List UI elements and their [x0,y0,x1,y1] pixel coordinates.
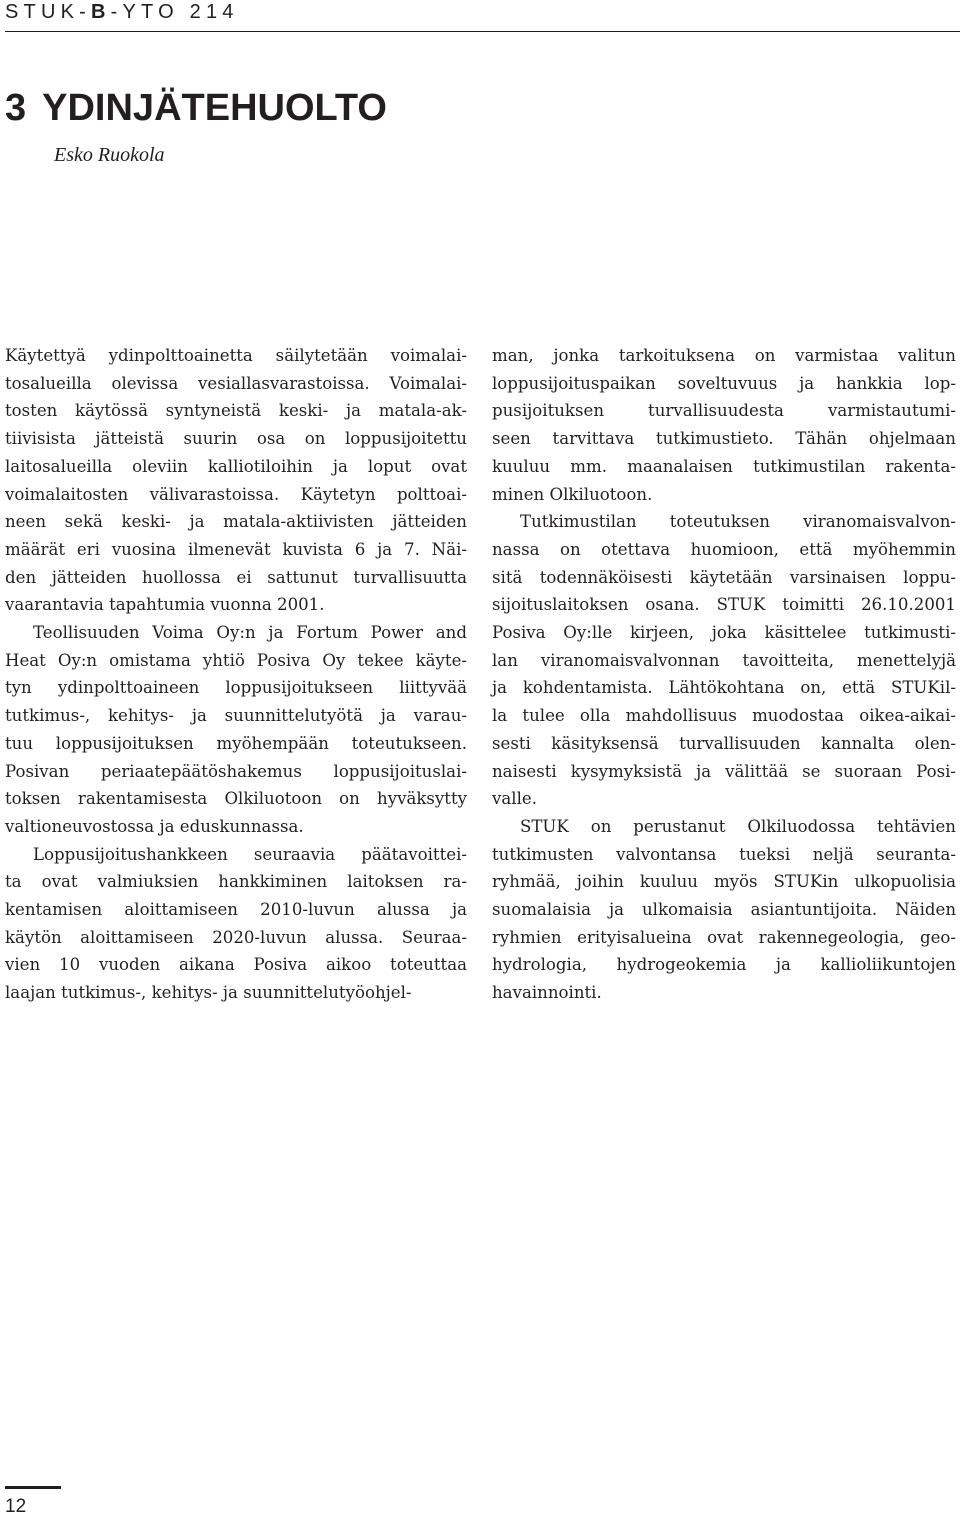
chapter-number: 3 [5,87,27,129]
paragraph-line: ryhmien erityisalueina ovat rakennegeologia, geo- [492,927,956,947]
body-paragraph [5,619,467,841]
paragraph-line: pusijoituksen turvallisuudesta varmistautumi- [492,401,956,421]
paragraph-line: sesti käsityksensä turvallisuuden kannalta olen- [492,733,956,753]
paragraph-line: tyn ydinpolttoaineen loppusijoitukseen liittyvää [5,678,467,698]
footer-divider [5,1486,61,1489]
running-head-series-b: B [91,1,111,23]
paragraph-line: minen Olkiluotoon. [492,484,653,504]
paragraph-line: määrät eri vuosina ilmenevät kuvista 6 ja 7. Näi- [5,539,467,559]
paragraph-line: Teollisuuden Voima Oy:n ja Fortum Power and [33,623,467,643]
paragraph-line: lan viranomaisvalvonnan tavoitteita, menettelyjä [492,650,956,670]
paragraph-line: valle. [492,789,537,809]
paragraph-line: Loppusijoitushankkeen seuraavia päätavoittei- [33,844,467,864]
paragraph-line: Käytettyä ydinpolttoainetta säilytetään voimalai- [5,346,467,365]
paragraph-line: sitä todennäköisesti käytetään varsinaisen loppu- [492,567,956,587]
chapter-title [5,84,387,132]
paragraph-line: tosten käytössä syntyneistä keski- ja matala-ak- [5,401,467,421]
paragraph-line: naisesti kysymyksistä ja välittää se suoraan Posi- [492,761,956,781]
paragraph-line: laajan tutkimus-, kehitys- ja suunnittelutyöohjel- [5,983,412,1003]
running-head [5,0,239,24]
paragraph-line: ja kohdentamista. Lähtökohtana on, että STUKil- [492,678,956,698]
paragraph-line: havainnointi. [492,983,602,1003]
running-head-series: STUK- [5,1,91,23]
paragraph-line: tutkimusten valvontansa tueksi neljä seuranta- [492,844,956,864]
paragraph-line: laitosalueilla oleviin kalliotiloihin ja loput ovat [5,456,467,476]
page-number: 12 [5,1496,27,1517]
paragraph-line: suomalaisia ja ulkomaisia asiantuntijoita. Näiden [492,900,956,920]
body-paragraph [492,508,956,813]
paragraph-line: loppusijoituspaikan soveltuvuus ja hankkia lop- [492,373,956,393]
paragraph-line: käytön aloittamiseen 2020-luvun alussa. Seuraa- [5,927,467,947]
chapter-title-text: YDINJÄTEHUOLTO [42,87,387,129]
paragraph-line: tosalueilla olevissa vesiallasvarastoissa. Voimalai- [5,373,467,393]
paragraph-line: kuuluu mm. maanalaisen tutkimustilan rakenta- [492,456,956,476]
paragraph-line: Heat Oy:n omistama yhtiö Posiva Oy tekee käyte- [5,650,467,670]
paragraph-line: toksen rakentamisesta Olkiluotoon on hyväksytty [5,789,467,809]
paragraph-line: voimalaitosten välivarastoissa. Käytetyn polttoai- [5,484,467,504]
paragraph-line: Tutkimustilan toteutuksen viranomaisvalvon- [520,512,956,532]
paragraph-line: tutkimus-, kehitys- ja suunnittelutyötä ja varau- [5,706,467,726]
paragraph-line: Posiva Oy:lle kirjeen, joka käsittelee tutkimusti- [492,623,956,643]
body-paragraph [492,342,956,508]
body-paragraph [492,813,956,1007]
paragraph-line: den jätteiden huollossa ei sattunut turvallisuutta [5,567,467,587]
paragraph-line: la tulee olla mahdollisuus muodostaa oikea-aikai- [492,706,956,726]
header-divider [5,31,960,32]
paragraph-line: nassa on otettava huomioon, että myöhemmin [492,539,956,559]
paragraph-line: vien 10 vuoden aikana Posiva aikoo toteuttaa [5,955,467,975]
paragraph-line: vaarantavia tapahtumia vuonna 2001. [5,595,325,615]
body-paragraph [5,841,467,1007]
right-text-column [492,342,956,1007]
paragraph-line: STUK on perustanut Olkiluodossa tehtävien [520,816,956,836]
paragraph-line: kentamisen aloittamiseen 2010-luvun alussa ja [5,900,467,920]
paragraph-line: ryhmää, joihin kuuluu myös STUKin ulkopuolisia [492,872,956,892]
paragraph-line: sijoituslaitoksen osana. STUK toimitti 26.10.2001 [492,595,956,615]
paragraph-line: seen tarvittava tutkimustieto. Tähän ohjelmaan [492,429,956,449]
left-text-column [5,342,467,1007]
paragraph-line: man, jonka tarkoituksena on varmistaa valitun [492,346,956,365]
paragraph-line: neen sekä keski- ja matala-aktiivisten jätteiden [5,512,467,532]
paragraph-line: Posivan periaatepäätöshakemus loppusijoituslai- [5,761,467,781]
chapter-author: Esko Ruokola [54,144,165,166]
body-paragraph [5,342,467,619]
paragraph-line: ta ovat valmiuksien hankkiminen laitoksen ra- [5,872,467,892]
running-head-report-number: -YTO 214 [110,1,239,23]
paragraph-line: tiivisista jätteistä suurin osa on loppusijoitettu [5,429,467,449]
paragraph-line: tuu loppusijoituksen myöhempään toteutukseen. [5,733,467,753]
paragraph-line: valtioneuvostossa ja eduskunnassa. [5,816,304,836]
paragraph-line: hydrologia, hydrogeokemia ja kallioliikuntojen [492,955,956,975]
